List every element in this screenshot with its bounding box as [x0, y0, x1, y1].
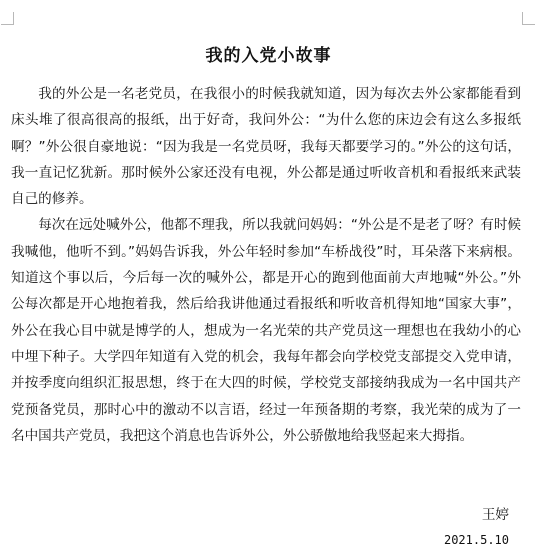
document-title: 我的入党小故事 — [205, 46, 332, 66]
document-date: 2021.5.10 — [443, 533, 509, 547]
author-signature: 王婷 — [481, 507, 509, 523]
page-corner-mark-left — [1, 12, 14, 25]
document-body — [11, 81, 521, 449]
paragraph-1: 我的外公是一名老党员，在我很小的时候我就知道，因为每次去外公家都能看到床头堆了很高很高的报纸，出于好奇，我问外公：“为什么您的床边会有这么多报纸啊？”外公很自豪地说：“因为我是一名党员呀，我每天都要学习的。”外公的这句话，我一直记忆犹新。那时候外公家还没有电视，外公都是通过听收音机和看报纸来武装自己的修养。 — [11, 86, 521, 208]
page-corner-mark-right — [522, 12, 535, 25]
paragraph-2: 每次在远处喊外公，他都不理我，所以我就问妈妈：“外公是不是老了呀？有时候我喊他，他听不到。”妈妈告诉我，外公年轻时参加“车桥战役”时，耳朵落下来病根。知道这个事以后，今后每一次的喊外公，都是开心的跑到他面前大声地喊“外公。”外公每次都是开心地抱着我，然后给我讲他通过看报纸和听收音机得知地“国家大事”，外公在我心目中就是博学的人，想成为一名光荣的共产党员这一理想也在我幼小的心中埋下种子。大学四年知道有入党的机会，我每年都会向学校党支部提交入党申请，并按季度向组织汇报思想，终于在大四的时候，学校党支部接纳我成为一名中国共产党预备党员，那时心中的激动不以言语，经过一年预备期的考察，我光荣的成为了一名中国共产党员，我把这个消息也告诉外公，外公骄傲地给我竖起来大拇指。 — [11, 217, 522, 444]
